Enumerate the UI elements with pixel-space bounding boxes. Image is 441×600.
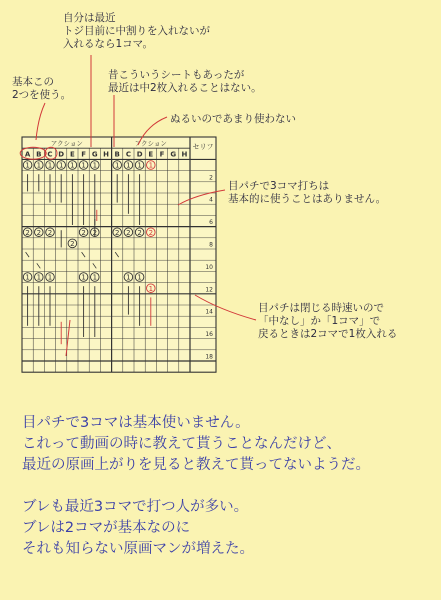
cell-mark-number: 1 bbox=[114, 161, 120, 170]
cell-mark-number: 2 bbox=[70, 240, 75, 248]
body-line-5: ブレは2コマが基本なのに bbox=[22, 520, 191, 536]
cell-mark-number: 2 bbox=[137, 228, 142, 237]
note-nurui: ぬるいのであまり使わない bbox=[170, 113, 296, 125]
cell-mark-number: 1 bbox=[126, 273, 131, 282]
cell-mark-number: 2 bbox=[47, 228, 53, 237]
column-letter-C: C bbox=[47, 150, 53, 159]
body-line-3: 最近の原画上がりを見ると教えて貰ってないようだ。 bbox=[22, 457, 370, 473]
note-mepachi3: 目パチで3コマ打ちは 基本的に使うことはありません。 bbox=[228, 180, 387, 205]
row-number: 4 bbox=[209, 196, 213, 204]
action-header-1: アクション bbox=[50, 139, 83, 148]
cell-mark-number: 1 bbox=[36, 273, 42, 282]
cell-mark-number: 1 bbox=[36, 161, 42, 170]
cell-mark-number: 1 bbox=[25, 161, 30, 170]
cell-mark-number: 2 bbox=[25, 228, 30, 237]
cell-mark-number: 1 bbox=[137, 273, 142, 282]
column-letter-D: D bbox=[136, 150, 143, 159]
timesheet-grid bbox=[22, 137, 216, 372]
column-letter-D: D bbox=[58, 150, 65, 159]
row-number: 10 bbox=[205, 263, 213, 271]
row-number: 18 bbox=[205, 353, 213, 361]
cell-mark-number: 1 bbox=[92, 273, 98, 282]
row-number: 2 bbox=[209, 174, 213, 182]
sheet-frame bbox=[22, 137, 216, 372]
cell-mark-number: 1 bbox=[70, 161, 75, 170]
cell-mark-number: 2 bbox=[81, 228, 86, 237]
action-header-2: アクション bbox=[134, 139, 167, 148]
cell-mark-number: 2 bbox=[92, 228, 98, 237]
body-line-6: それも知らない原画マンが増えた。 bbox=[22, 541, 254, 557]
row-number: 14 bbox=[205, 308, 213, 316]
cell-mark-number: 1 bbox=[81, 161, 86, 170]
body-line-4: ブレも最近3コマで打つ人が多い。 bbox=[22, 499, 249, 515]
row-number: 6 bbox=[209, 219, 213, 227]
column-letter-B: B bbox=[114, 150, 120, 159]
cell-mark-number: 1 bbox=[58, 161, 64, 170]
cell-mark-number: 2 bbox=[36, 228, 42, 237]
cell-mark-number: 1 bbox=[137, 161, 142, 170]
column-letter-B: B bbox=[36, 150, 42, 159]
column-letter-H: H bbox=[103, 150, 109, 159]
body-line-1: 目パチで3コマは基本使いません。 bbox=[22, 415, 250, 431]
arrow-top-left bbox=[36, 103, 45, 140]
cell-mark-number: 1 bbox=[25, 273, 30, 282]
row-number: 8 bbox=[209, 241, 213, 249]
column-letter-F: F bbox=[159, 150, 165, 159]
column-letter-E: E bbox=[70, 150, 75, 159]
note-top-center: 自分は最近 トジ目前に中割りを入れないが 入れるなら1コマ。 bbox=[63, 12, 210, 50]
column-letter-E: E bbox=[148, 150, 154, 159]
note-top-left: 基本この 2つを使う。 bbox=[12, 76, 72, 101]
cell-mark-number: 1 bbox=[47, 273, 53, 282]
column-letter-G: G bbox=[170, 150, 177, 159]
cell-mark-number: 1 bbox=[148, 161, 154, 170]
cell-mark-number: 1 bbox=[92, 161, 98, 170]
body-line-2: これって動画の時に教えて貰うことなんだけど、 bbox=[22, 436, 341, 452]
cell-mark-number: 1 bbox=[47, 161, 53, 170]
column-letter-F: F bbox=[81, 150, 86, 159]
cell-mark-number: 1 bbox=[148, 284, 154, 293]
column-letter-H: H bbox=[181, 150, 188, 159]
note-sheet-old: 昔こういうシートもあったが 最近は中2枚入れることはない。 bbox=[108, 69, 262, 94]
cell-mark-number: 1 bbox=[81, 273, 86, 282]
row-number: 16 bbox=[205, 331, 213, 339]
cell-mark-number: 2 bbox=[126, 228, 131, 237]
cell-mark-number: 2 bbox=[148, 228, 154, 237]
column-letter-A: A bbox=[24, 150, 31, 159]
row-number: 12 bbox=[205, 286, 213, 294]
cell-mark-number: 2 bbox=[114, 228, 120, 237]
column-letter-C: C bbox=[125, 150, 131, 159]
cell-mark-number: 1 bbox=[126, 161, 131, 170]
serif-header: セリフ bbox=[192, 143, 214, 151]
note-mepachi-close: 目パチは閉じる時速いので 「中なし」か「1コマ」で 戻るときは2コマで1枚入れる bbox=[258, 302, 398, 340]
column-letter-G: G bbox=[91, 150, 98, 159]
